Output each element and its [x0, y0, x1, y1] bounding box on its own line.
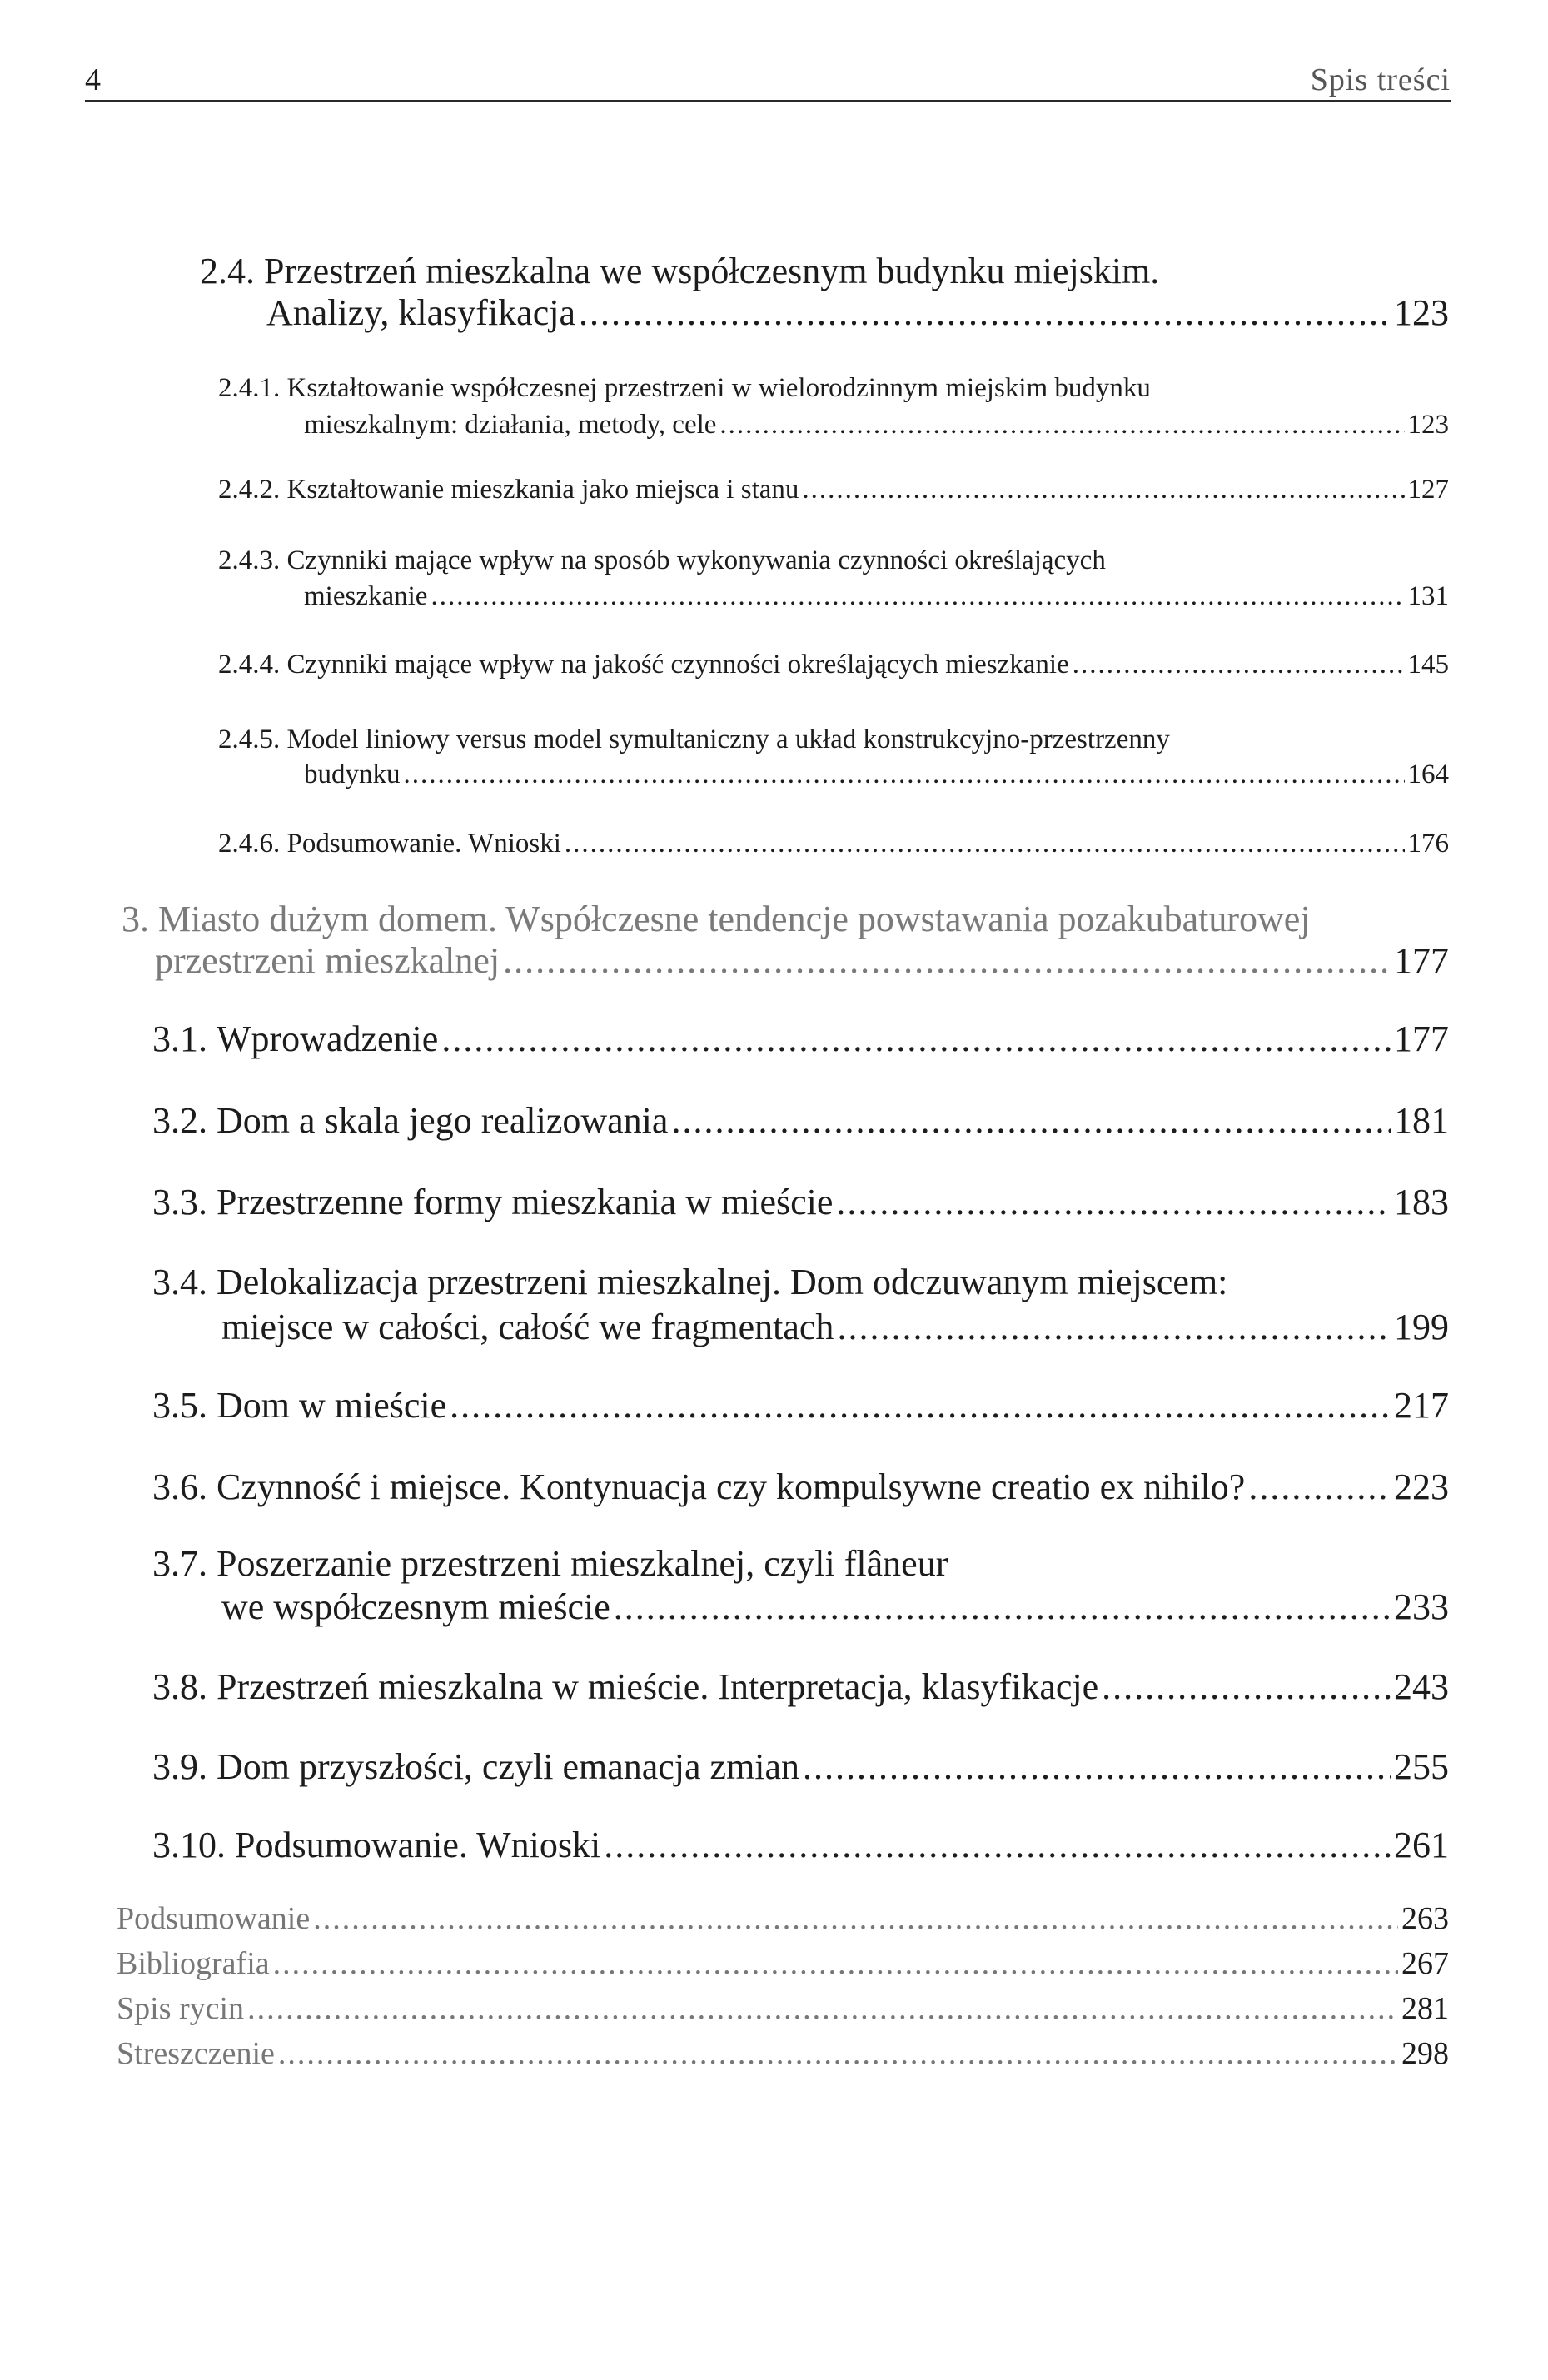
toc-text: miejsce w całości, całość we fragmentach: [221, 1307, 834, 1347]
running-title: Spis treści: [1310, 62, 1451, 97]
toc-text: Streszczenie: [117, 2036, 275, 2071]
toc-text: Przestrzeń mieszkalna w mieście. Interpretacja, klasyfikacje: [217, 1666, 1099, 1707]
toc-number: 3.6.: [152, 1466, 207, 1507]
toc-entry-2-4-1-line1: [218, 373, 1151, 404]
toc-entry-3-7: [221, 1586, 1449, 1628]
toc-text: Bibliografia: [117, 1946, 270, 1981]
dot-leader: [579, 291, 1391, 334]
dot-leader: [836, 1181, 1391, 1223]
toc-entry-3-6: [152, 1466, 1449, 1508]
toc-entry-3-2: [152, 1099, 1449, 1142]
dot-leader: [441, 1018, 1391, 1060]
toc-page: 183: [1394, 1182, 1449, 1222]
toc-text: Podsumowanie. Wnioski: [286, 829, 561, 859]
toc-text: przestrzeni mieszkalnej: [155, 940, 500, 981]
toc-page: 243: [1394, 1666, 1449, 1707]
dot-leader: [404, 759, 1405, 790]
page-number: 4: [85, 62, 101, 97]
toc-number: 2.4.6.: [218, 829, 281, 859]
toc-page: 177: [1394, 940, 1449, 981]
toc-entry-3-5: [152, 1384, 1449, 1427]
toc-text: Przestrzeń mieszkalna we współczesnym budynku miejskim.: [264, 251, 1160, 291]
toc-page: 217: [1394, 1385, 1449, 1426]
toc-page: 267: [1401, 1946, 1449, 1981]
toc-page: 255: [1394, 1746, 1449, 1787]
toc-entry-3-4: [221, 1306, 1449, 1348]
toc-text: Dom przyszłości, czyli emanacja zmian: [217, 1746, 800, 1787]
toc-text: Spis rycin: [117, 1991, 245, 2026]
dot-leader: [802, 475, 1404, 505]
toc-page: 181: [1394, 1100, 1449, 1141]
toc-page: 177: [1394, 1018, 1449, 1059]
toc-page: 131: [1407, 581, 1449, 611]
toc-number: 2.4.1.: [218, 373, 281, 403]
dot-leader: [313, 1900, 1398, 1937]
toc-number: 3.9.: [152, 1746, 207, 1787]
toc-entry-spis-rycin: [117, 1990, 1449, 2027]
toc-entry-2-4: [266, 291, 1449, 334]
toc-text: Podsumowanie: [117, 1901, 311, 1936]
toc-page: 281: [1401, 1991, 1449, 2026]
toc-page: 123: [1394, 292, 1449, 333]
dot-leader: [671, 1099, 1391, 1142]
toc-number: 2.4.4.: [218, 650, 281, 680]
dot-leader: [604, 1824, 1391, 1866]
dot-leader: [1248, 1466, 1391, 1508]
toc-page: 164: [1407, 759, 1449, 789]
dot-leader: [837, 1306, 1391, 1348]
toc-page: 223: [1394, 1466, 1449, 1507]
toc-entry-streszczenie: [117, 2035, 1449, 2072]
dot-leader: [247, 1990, 1398, 2027]
toc-entry-2-4-3: [304, 581, 1449, 612]
dot-leader: [614, 1586, 1391, 1628]
toc-text: Czynniki mające wpływ na sposób wykonywania czynności określających: [286, 545, 1106, 575]
toc-number: 2.4.3.: [218, 545, 281, 575]
toc-entry-3-4-line1: [152, 1261, 1227, 1303]
toc-page: 176: [1407, 829, 1449, 859]
dot-leader: [1102, 1666, 1391, 1708]
toc-entry-2-4-line1: [200, 250, 1159, 292]
toc-page: 145: [1407, 650, 1449, 680]
toc-page: 123: [1407, 410, 1449, 440]
toc-entry-3-1: [152, 1018, 1449, 1060]
toc-page: 233: [1394, 1586, 1449, 1627]
toc-number: 3.4.: [152, 1262, 207, 1302]
toc-text: Dom a skala jego realizowania: [217, 1100, 669, 1141]
toc-number: 2.4.: [200, 251, 255, 291]
toc-entry-2-4-3-line1: [218, 545, 1106, 576]
toc-number: 2.4.2.: [218, 475, 281, 505]
toc-text: Dom w mieście: [217, 1385, 447, 1426]
toc-entry-2-4-2: [218, 475, 1449, 505]
toc-chapter-3: [155, 939, 1449, 982]
toc-text: Kształtowanie mieszkania jako miejsca i stanu: [286, 475, 799, 505]
toc-entry-2-4-5: [304, 759, 1449, 790]
toc-text: Analizy, klasyfikacja: [266, 292, 575, 333]
toc-text: Wprowadzenie: [217, 1018, 439, 1059]
toc-text: mieszkanie: [304, 581, 428, 611]
toc-entry-2-4-5-line1: [218, 724, 1170, 755]
dot-leader: [803, 1745, 1391, 1788]
toc-entry-podsumowanie: [117, 1900, 1449, 1937]
toc-number: 3.5.: [152, 1385, 207, 1426]
toc-text: Poszerzanie przestrzeni mieszkalnej, czyli flâneur: [217, 1543, 948, 1584]
dot-leader: [565, 829, 1405, 859]
toc-entry-3-3: [152, 1181, 1449, 1223]
toc-page: 127: [1407, 475, 1449, 505]
toc-text: Delokalizacja przestrzeni mieszkalnej. Dom odczuwanym miejscem:: [217, 1262, 1228, 1302]
toc-number: 3.1.: [152, 1018, 207, 1059]
toc-number: 3.: [122, 899, 149, 939]
toc-text: budynku: [304, 759, 401, 789]
dot-leader: [719, 410, 1404, 441]
toc-entry-2-4-4: [218, 650, 1449, 680]
toc-number: 3.10.: [152, 1825, 226, 1865]
dot-leader: [503, 939, 1391, 982]
toc-text: we współczesnym mieście: [221, 1586, 610, 1627]
toc-number: 3.3.: [152, 1182, 207, 1222]
toc-number: 3.2.: [152, 1100, 207, 1141]
toc-page: 298: [1401, 2036, 1449, 2071]
toc-page: 199: [1394, 1307, 1449, 1347]
toc-entry-3-9: [152, 1745, 1449, 1788]
toc-entry-bibliografia: [117, 1945, 1449, 1982]
dot-leader: [1073, 650, 1405, 680]
toc-text: Podsumowanie. Wnioski: [235, 1825, 601, 1865]
toc-entry-2-4-1: [304, 410, 1449, 441]
toc-chapter-3-line1: [122, 898, 1311, 940]
toc-text: Model liniowy versus model symultaniczny a układ konstrukcyjno-przestrzenny: [286, 724, 1170, 754]
toc-number: 3.8.: [152, 1666, 207, 1707]
toc-entry-3-10: [152, 1824, 1449, 1866]
toc-entry-3-8: [152, 1666, 1449, 1708]
toc-text: Miasto dużym domem. Współczesne tendencje powstawania pozakubaturowej: [158, 899, 1311, 939]
dot-leader: [450, 1384, 1391, 1427]
toc-text: mieszkalnym: działania, metody, cele: [304, 410, 717, 440]
toc-entry-3-7-line1: [152, 1542, 948, 1585]
toc-text: Przestrzenne formy mieszkania w mieście: [217, 1182, 834, 1222]
dot-leader: [273, 1945, 1398, 1982]
toc-text: Czynniki mające wpływ na jakość czynności określających mieszkanie: [286, 650, 1069, 680]
toc-number: 2.4.5.: [218, 724, 281, 754]
dot-leader: [431, 581, 1404, 612]
toc-page: 261: [1394, 1825, 1449, 1865]
toc-entry-2-4-6: [218, 829, 1449, 859]
page-header: [85, 60, 1451, 102]
dot-leader: [278, 2035, 1398, 2072]
toc-text: Czynność i miejsce. Kontynuacja czy kompulsywne creatio ex nihilo?: [217, 1466, 1246, 1507]
toc-page: 263: [1401, 1901, 1449, 1936]
toc-text: Kształtowanie współczesnej przestrzeni w wielorodzinnym miejskim budynku: [286, 373, 1151, 403]
toc-number: 3.7.: [152, 1543, 207, 1584]
